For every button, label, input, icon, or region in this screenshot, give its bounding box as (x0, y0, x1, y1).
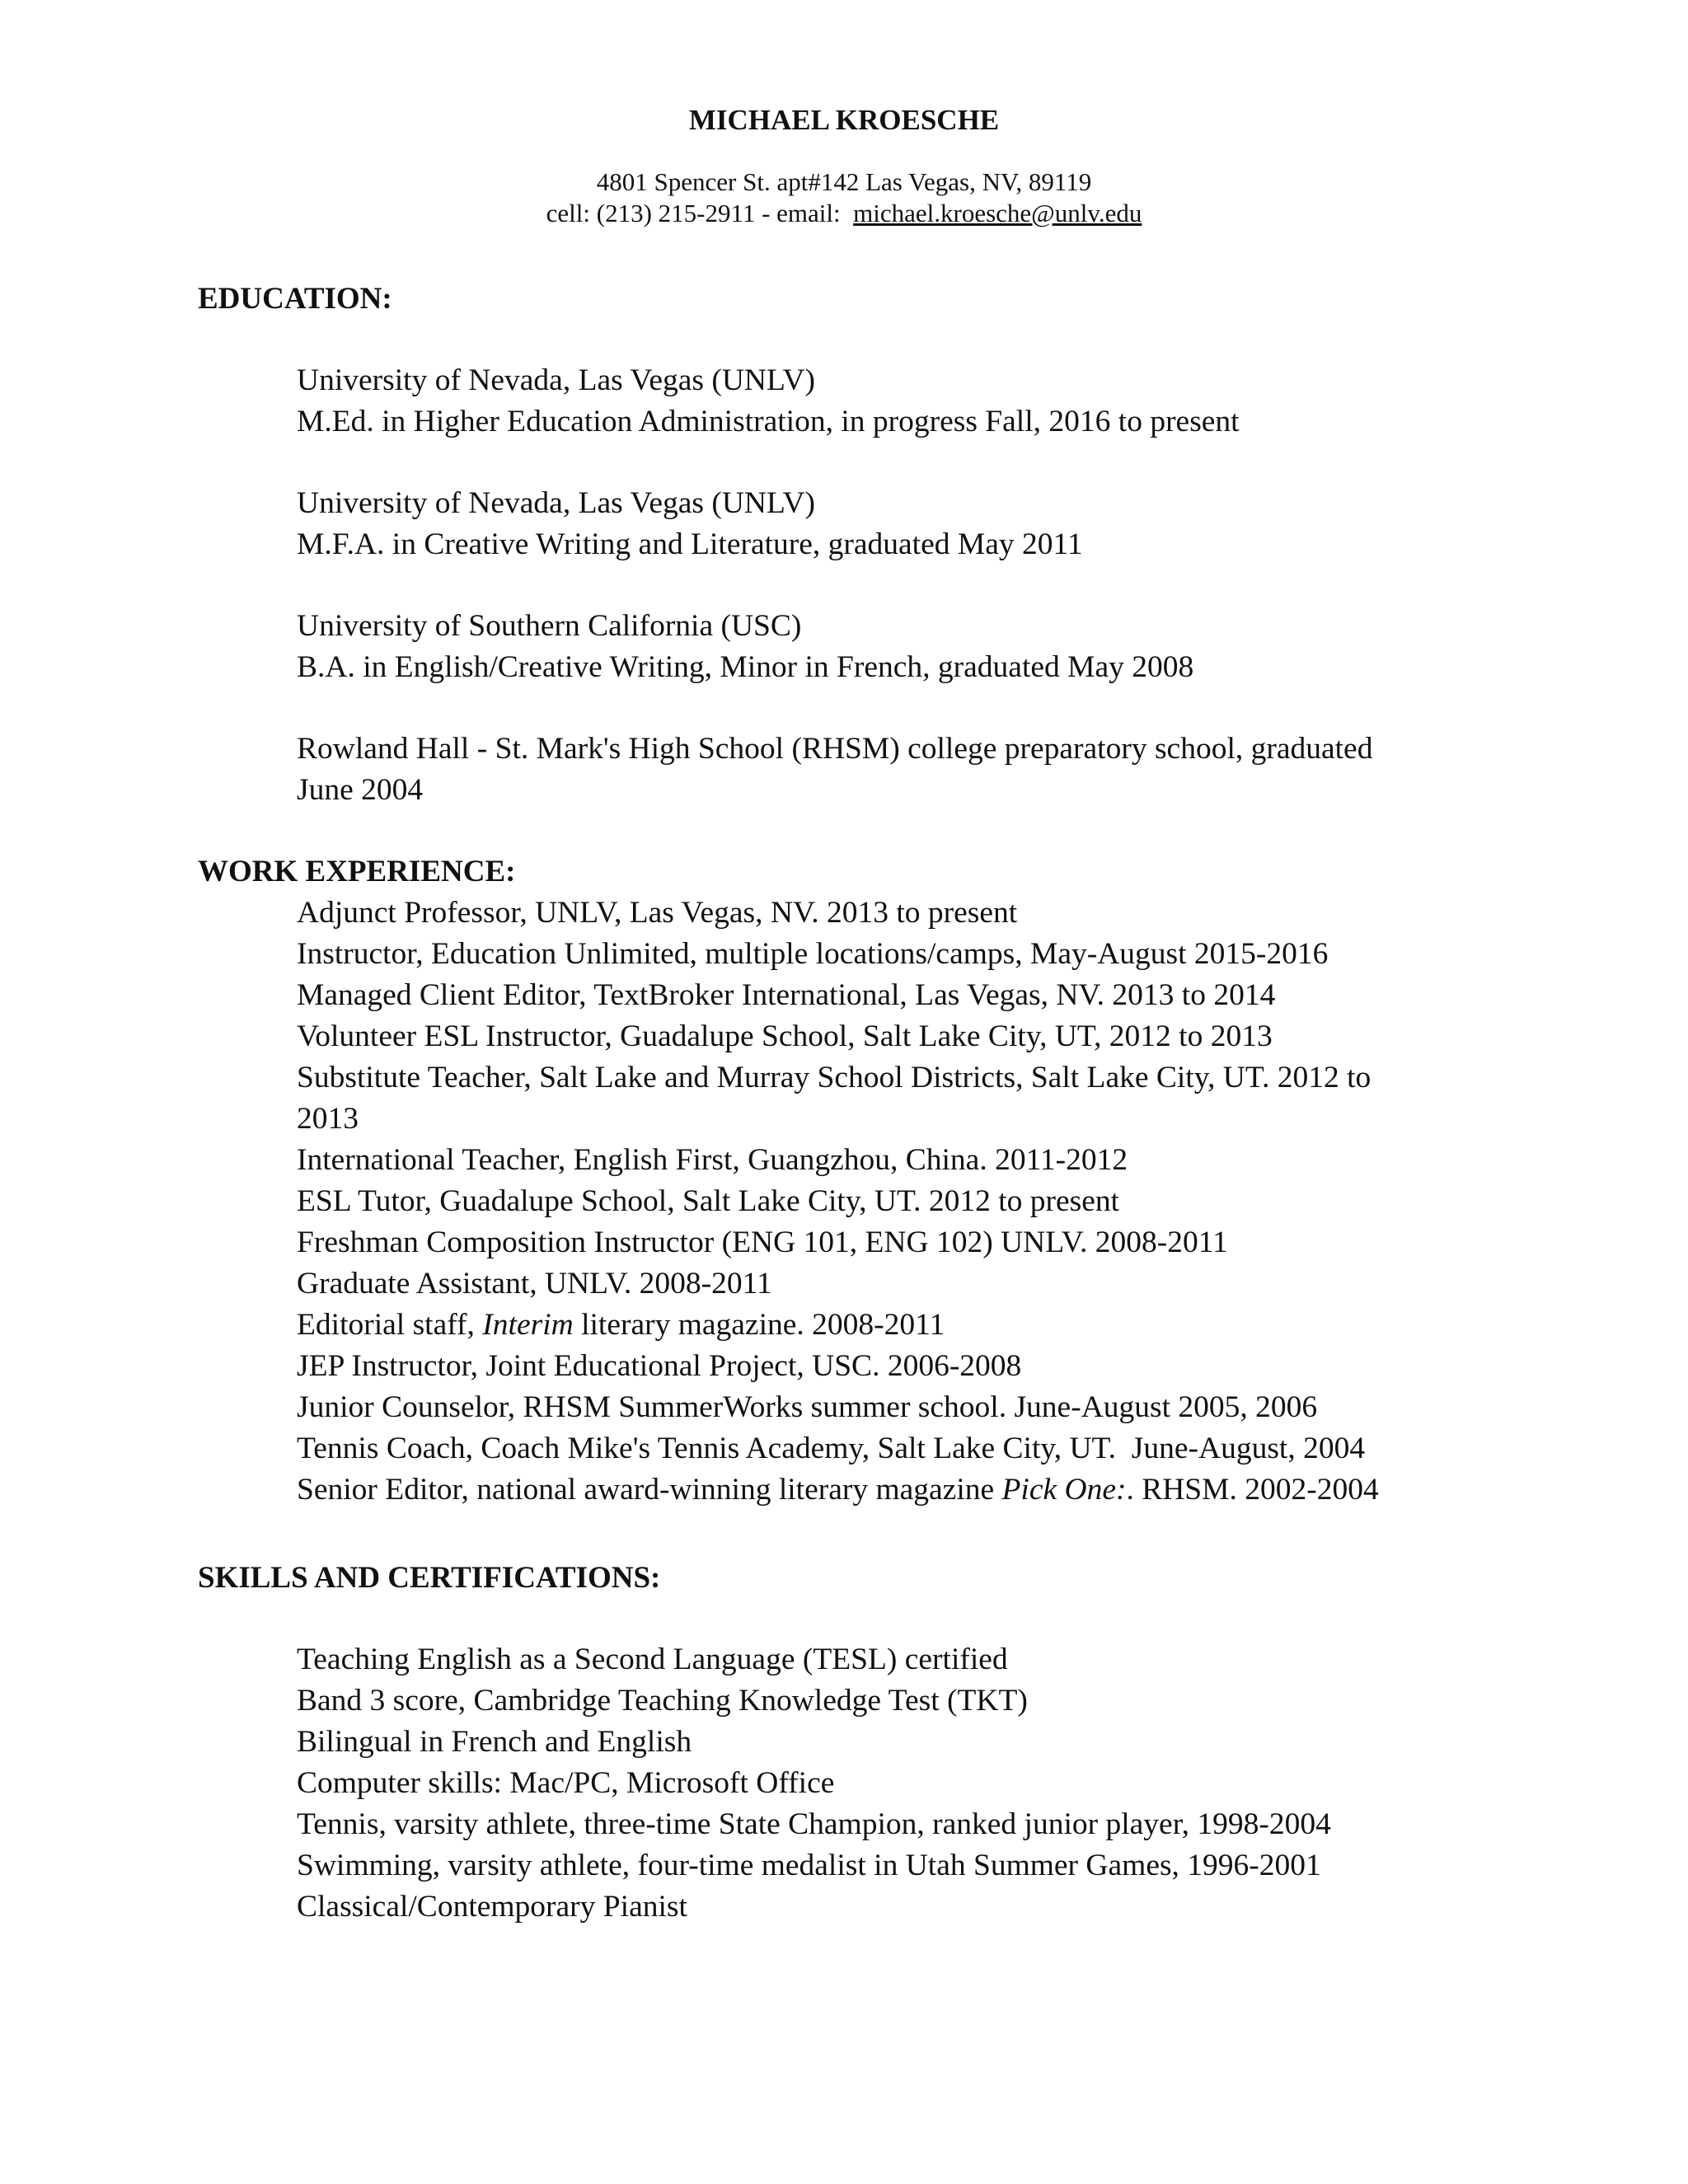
education-entry (297, 606, 1500, 688)
skill-item: Computer skills: Mac/PC, Microsoft Office (297, 1766, 835, 1800)
education-institution: Rowland Hall - St. Mark's High School (RHSM) college preparatory school, graduated (297, 732, 1373, 766)
education-heading: EDUCATION: (198, 282, 392, 316)
skills-list (297, 1639, 1500, 1928)
skill-item: Band 3 score, Cambridge Teaching Knowledge Test (TKT) (297, 1684, 1028, 1718)
education-degree: M.F.A. in Creative Writing and Literature, graduated May 2011 (297, 527, 1083, 561)
email-link[interactable]: michael.kroesche@unlv.edu (853, 199, 1142, 227)
work-item: JEP Instructor, Joint Educational Project, USC. 2006-2008 (297, 1349, 1022, 1383)
work-item: Graduate Assistant, UNLV. 2008-2011 (297, 1267, 772, 1301)
skill-item: Tennis, varsity athlete, three-time State Champion, ranked junior player, 1998-2004 (297, 1807, 1331, 1841)
skills-heading: SKILLS AND CERTIFICATIONS: (198, 1561, 661, 1595)
education-entry (297, 729, 1500, 811)
work-item: Substitute Teacher, Salt Lake and Murray School Districts, Salt Lake City, UT. 2012 to (297, 1061, 1372, 1094)
magazine-title-pick-one: Pick One: (1001, 1473, 1127, 1507)
work-experience-list (297, 893, 1500, 1511)
work-item: ESL Tutor, Guadalupe School, Salt Lake City, UT. 2012 to present (297, 1184, 1120, 1218)
skill-item: Swimming, varsity athlete, four-time medalist in Utah Summer Games, 1996-2001 (297, 1849, 1321, 1882)
work-item-senior-editor (297, 1469, 1500, 1511)
education-institution: University of Nevada, Las Vegas (UNLV) (297, 363, 816, 397)
education-degree: June 2004 (297, 773, 424, 807)
education-degree: B.A. in English/Creative Writing, Minor in French, graduated May 2008 (297, 650, 1194, 684)
senior-editor-suffix: . RHSM. 2002-2004 (1126, 1473, 1379, 1507)
contact-line (0, 198, 1688, 229)
skill-item: Bilingual in French and English (297, 1725, 692, 1759)
magazine-title-interim: Interim (482, 1308, 574, 1342)
work-item: Instructor, Education Unlimited, multiple locations/camps, May-August 2015-2016 (297, 937, 1329, 971)
work-item: Freshman Composition Instructor (ENG 101, ENG 102) UNLV. 2008-2011 (297, 1226, 1228, 1259)
work-item: Managed Client Editor, TextBroker International, Las Vegas, NV. 2013 to 2014 (297, 978, 1276, 1012)
resume-name: MICHAEL KROESCHE (688, 104, 1000, 136)
work-item: Volunteer ESL Instructor, Guadalupe School, Salt Lake City, UT, 2012 to 2013 (297, 1019, 1273, 1053)
contact-prefix: cell: (213) 215-2911 - email: (546, 199, 854, 227)
work-experience-heading: WORK EXPERIENCE: (198, 855, 516, 888)
address-line: 4801 Spencer St. apt#142 Las Vegas, NV, 89119 (596, 167, 1092, 196)
education-institution: University of Nevada, Las Vegas (UNLV) (297, 486, 816, 520)
senior-editor-prefix: Senior Editor, national award-winning literary magazine (297, 1473, 1002, 1507)
work-item-editorial (297, 1305, 1500, 1346)
skill-item: Teaching English as a Second Language (TESL) certified (297, 1643, 1008, 1676)
work-item: International Teacher, English First, Guangzhou, China. 2011-2012 (297, 1143, 1128, 1177)
education-institution: University of Southern California (USC) (297, 609, 802, 643)
work-item: Adjunct Professor, UNLV, Las Vegas, NV. 2013 to present (297, 896, 1018, 930)
education-degree: M.Ed. in Higher Education Administration, in progress Fall, 2016 to present (297, 405, 1240, 438)
education-entry (297, 483, 1500, 565)
editorial-prefix: Editorial staff, (297, 1308, 483, 1342)
editorial-suffix: literary magazine. 2008-2011 (573, 1308, 945, 1342)
work-item: Junior Counselor, RHSM SummerWorks summer school. June-August 2005, 2006 (297, 1390, 1318, 1424)
education-entry (297, 360, 1500, 443)
work-item-continuation: 2013 (297, 1102, 359, 1136)
skill-item: Classical/Contemporary Pianist (297, 1890, 687, 1924)
work-item: Tennis Coach, Coach Mike's Tennis Academy, Salt Lake City, UT. June-August, 2004 (297, 1432, 1366, 1465)
